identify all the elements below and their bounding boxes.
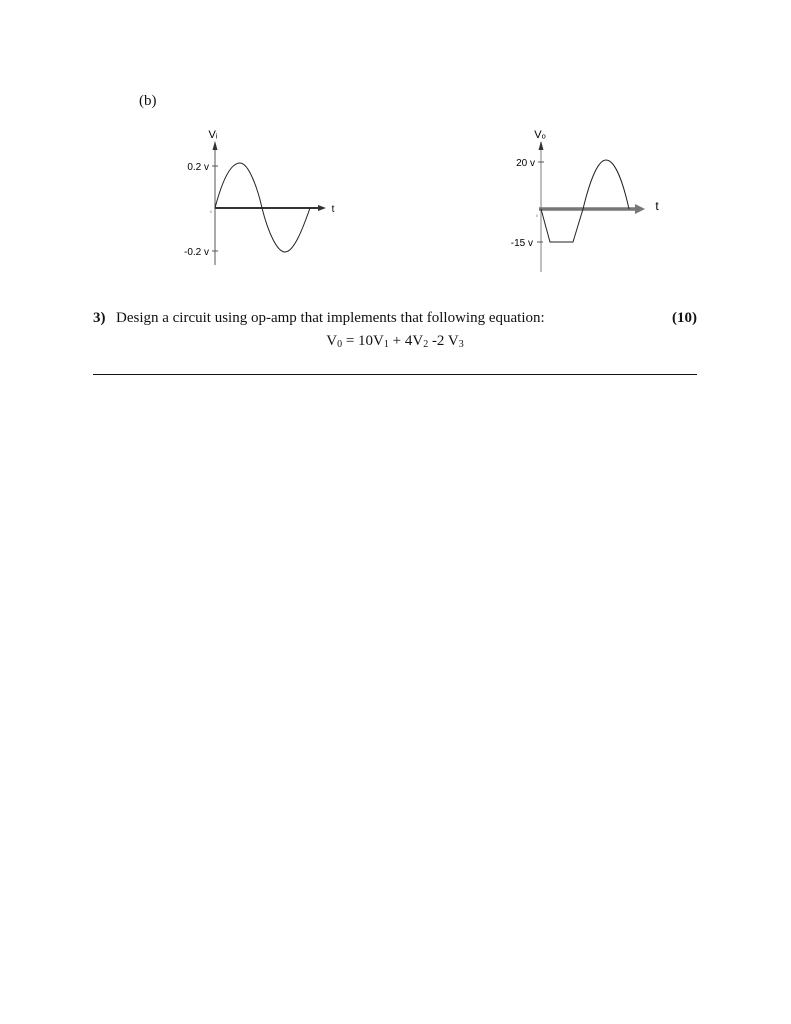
output-y-arrow — [539, 141, 544, 150]
output-ytick-bottom-label: -15 v — [510, 238, 533, 249]
equation — [93, 333, 697, 350]
equation-term-3: -2 V — [428, 333, 459, 349]
equation-term-1: = 10V — [342, 333, 384, 349]
question-text: Design a circuit using op-amp that implements that following equation: — [116, 310, 545, 326]
question-marks: (10) — [672, 310, 697, 326]
input-ytick-bottom-label: -0.2 v — [183, 247, 209, 258]
equation-term-3-sub: 3 — [458, 339, 464, 350]
equation-term-2: + 4V — [388, 333, 424, 349]
input-ytick-top-label: 0.2 v — [187, 162, 209, 173]
output-clipped-wave — [541, 160, 629, 242]
input-waveform-graph — [170, 120, 340, 270]
equation-lhs-sub: 0 — [337, 339, 343, 350]
horizontal-rule — [93, 374, 697, 375]
input-origin-label: 0 — [209, 209, 212, 214]
output-waveform-graph — [495, 120, 675, 275]
equation-term-1-sub: 1 — [383, 339, 389, 350]
output-x-arrow — [635, 204, 645, 214]
part-b-label: (b) — [139, 93, 157, 109]
question-number: 3) — [93, 310, 106, 326]
output-graph-xlabel: t — [655, 199, 659, 213]
input-x-arrow — [318, 205, 326, 211]
output-graph-ylabel: Vₒ — [534, 129, 546, 141]
equation-term-2-sub: 2 — [423, 339, 429, 350]
input-y-arrow — [213, 141, 218, 150]
equation-lhs: V — [326, 333, 338, 349]
output-ytick-top-label: 20 v — [516, 158, 535, 169]
input-graph-ylabel: Vᵢ — [208, 129, 218, 141]
input-graph-xlabel: t — [331, 204, 335, 215]
output-origin-label: 0 — [535, 213, 538, 218]
